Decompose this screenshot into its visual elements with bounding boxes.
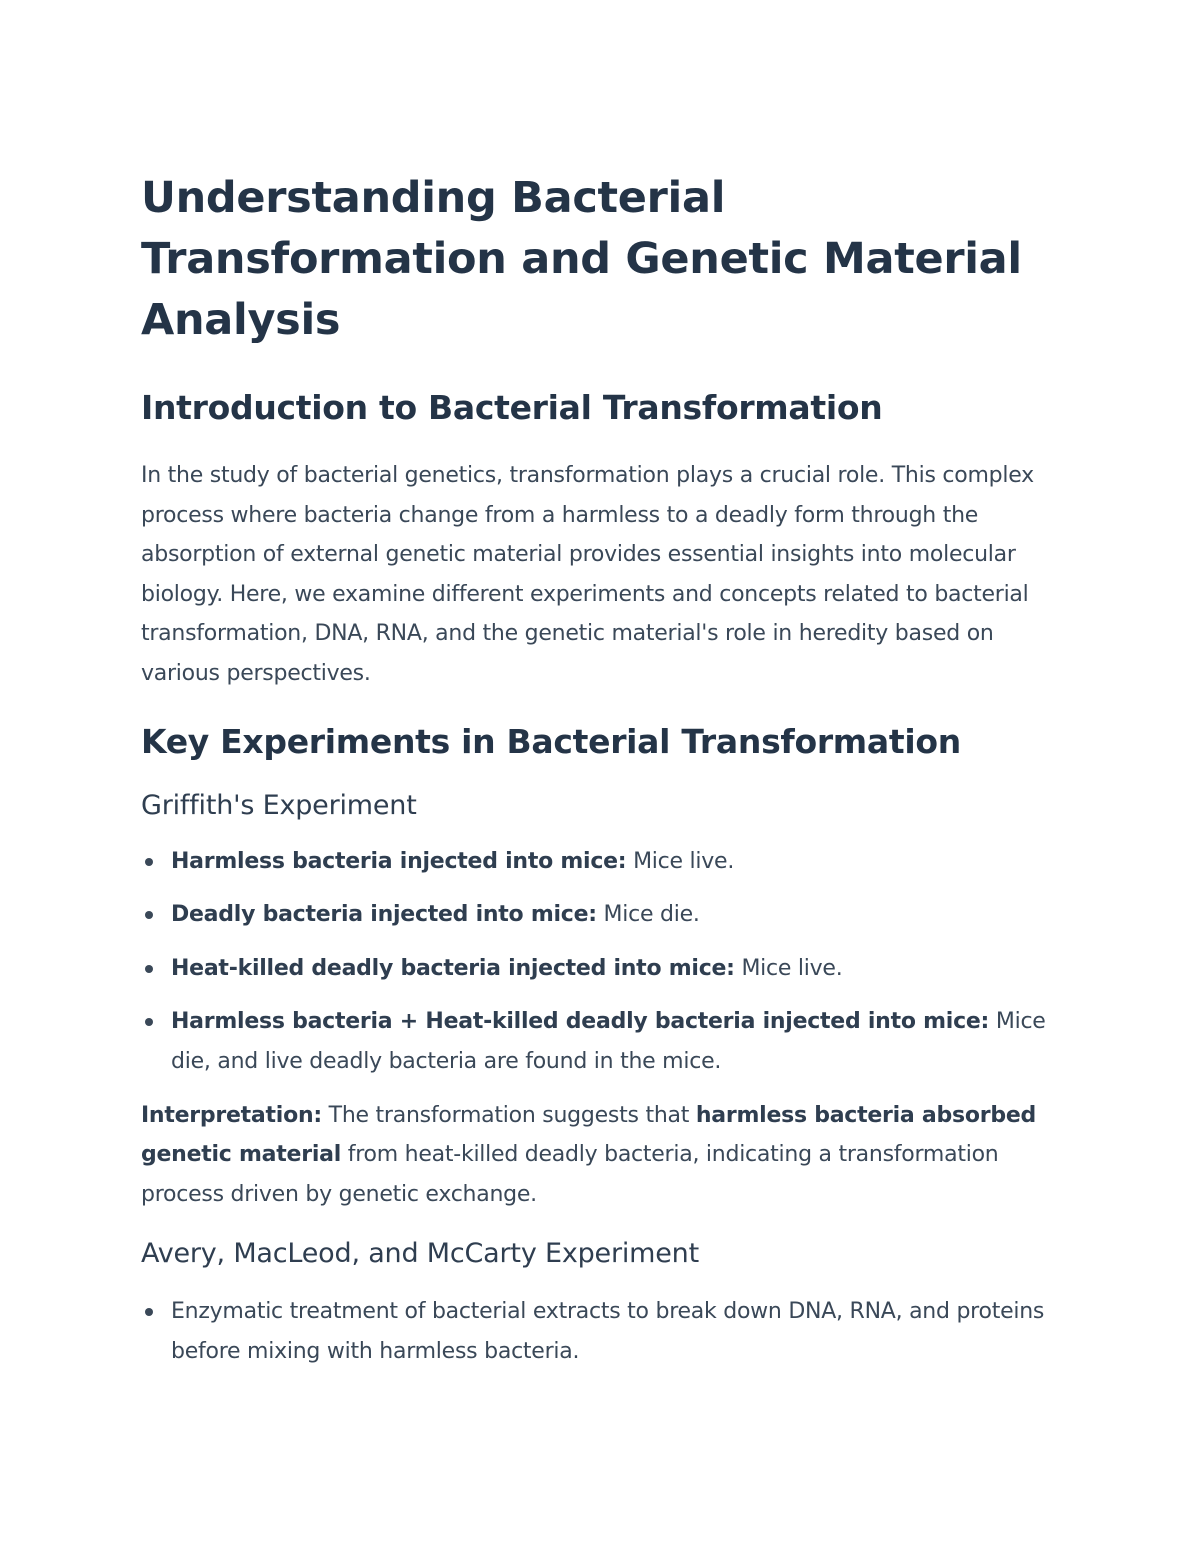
interpretation-text-part-1: The transformation suggests that (321, 1102, 696, 1128)
list-item-result: Mice live. (734, 955, 843, 981)
section-heading-introduction: Introduction to Bacterial Transformation (141, 388, 883, 427)
document-title: Understanding Bacterial Transformation and Genetic Material Analysis (141, 173, 1022, 345)
list-item-result: Mice live. (626, 848, 735, 874)
intro-paragraph: In the study of bacterial genetics, transformation plays a crucial role. This complex process where bacteria change from a harmless to a deadly form through the absorption of external genetic material provides essential insights into molecular biology. Here, we examine different experiments and concepts related to bacterial transformation, DNA, RNA, and the genetic material's role in heredity based on various perspectives. (141, 463, 1034, 686)
list-item-label: Harmless bacteria + Heat-killed deadly bacteria injected into mice: (171, 1009, 990, 1035)
griffith-results-list (141, 842, 1061, 1082)
list-item-result: Mice die. (596, 902, 700, 928)
subsection-heading-avery: Avery, MacLeod, and McCarty Experiment (141, 1238, 699, 1270)
section-heading-key-experiments: Key Experiments in Bacterial Transformation (141, 721, 961, 761)
list-item-label: Heat-killed deadly bacteria injected into mice: (171, 955, 735, 981)
list-item-label: Harmless bacteria injected into mice: (171, 848, 627, 874)
interpretation-paragraph (141, 1096, 1061, 1215)
list-item-label: Deadly bacteria injected into mice: (171, 902, 597, 928)
interpretation-text-part-2: from heat-killed deadly bacteria, indicating a transformation process driven by genetic exchange. (141, 1142, 999, 1207)
list-item-result: Mice die, and live deadly bacteria are found in the mice. (171, 1009, 1046, 1074)
list-item (141, 949, 1061, 989)
list-item (141, 842, 1061, 882)
list-item (141, 895, 1061, 935)
avery-steps-list (141, 1292, 1061, 1371)
interpretation-label: Interpretation: (141, 1102, 322, 1128)
list-item: Enzymatic treatment of bacterial extracts to break down DNA, RNA, and proteins before mixing with harmless bacteria. (141, 1292, 1061, 1371)
list-item (141, 1002, 1061, 1081)
interpretation-emphasis: harmless bacteria absorbed genetic material (141, 1102, 1037, 1168)
document-page (141, 168, 1061, 1372)
subsection-heading-griffith: Griffith's Experiment (141, 789, 417, 821)
